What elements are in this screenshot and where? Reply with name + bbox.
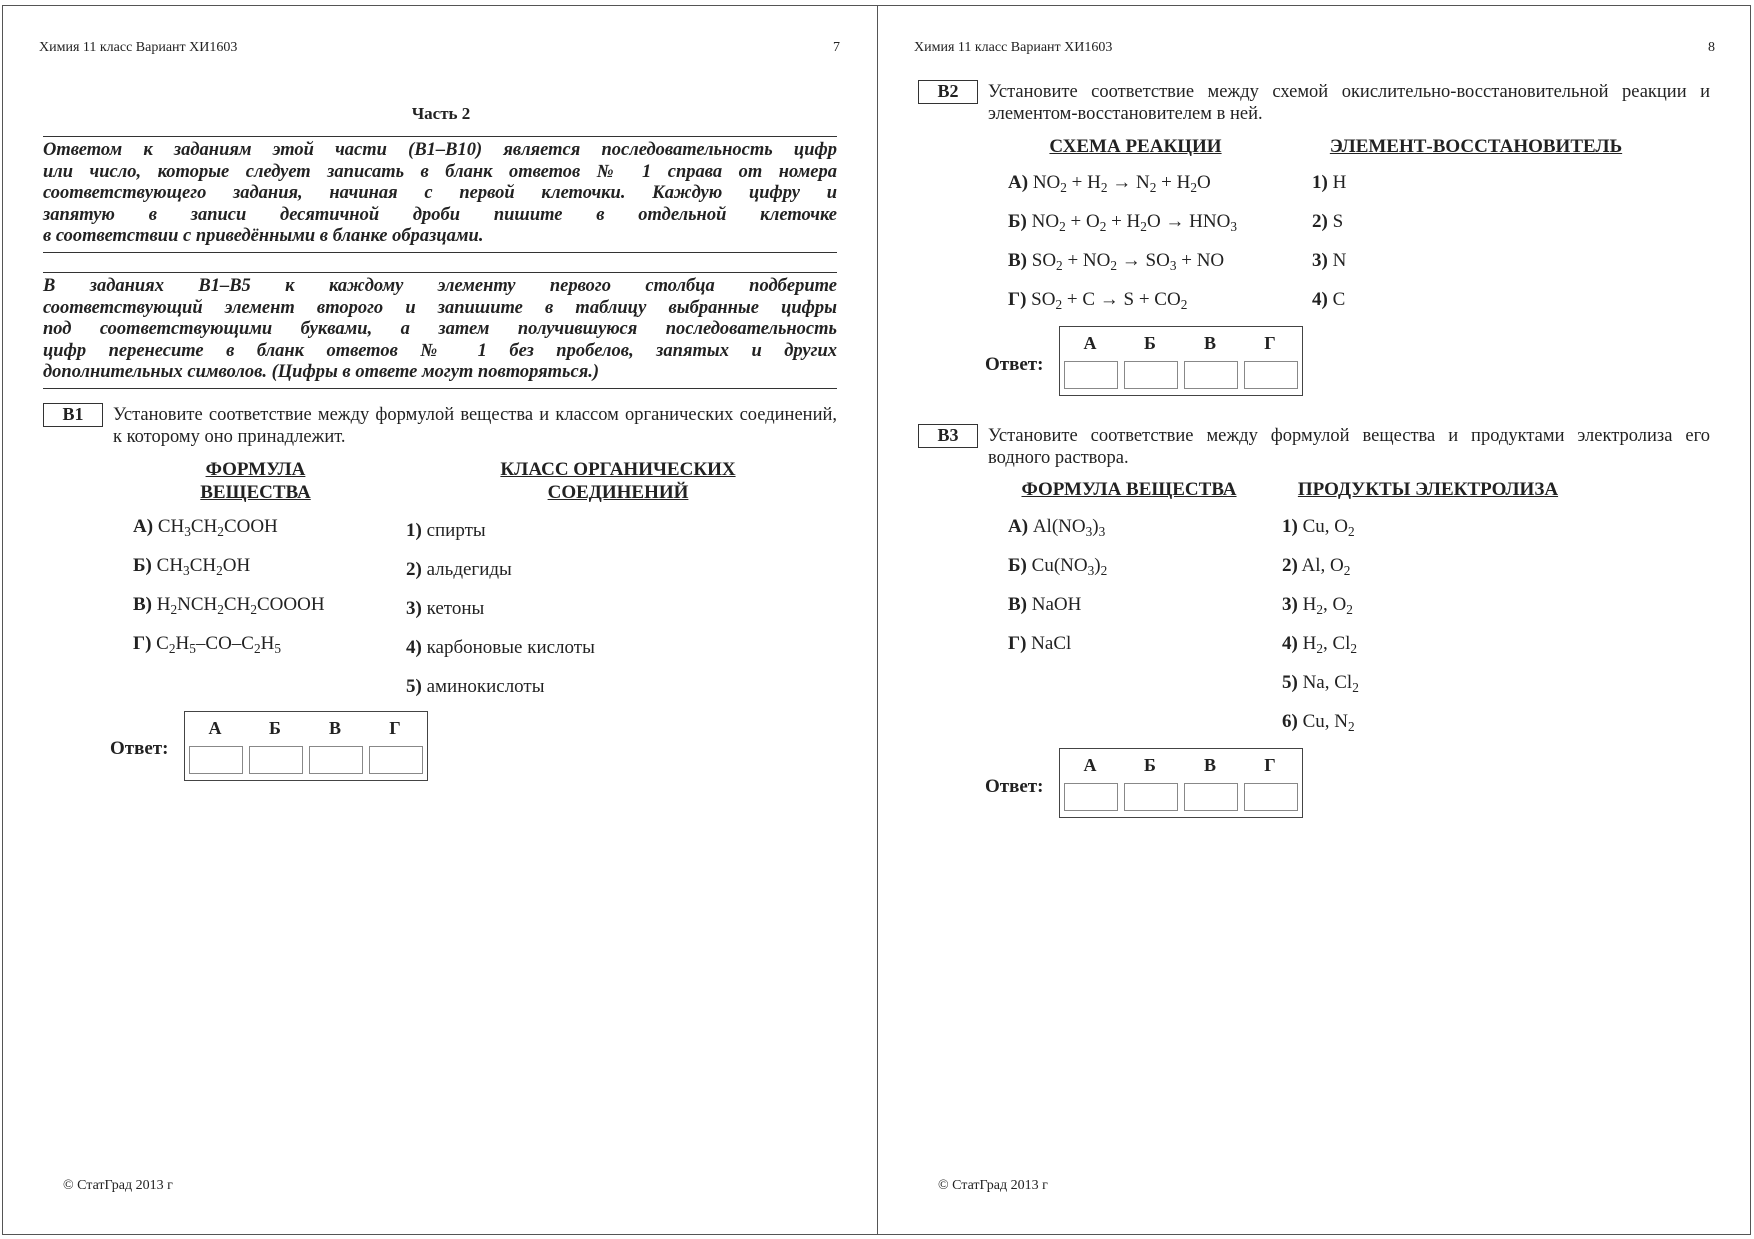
- instruction-line: соответствующего задания, начиная с первой клеточки. Каждую цифру и: [43, 183, 837, 203]
- answer-table-b3: [1059, 748, 1303, 818]
- answer-letter: В: [1203, 755, 1216, 775]
- item-number: 3): [1282, 594, 1298, 615]
- item-letter: В): [1008, 594, 1027, 615]
- item-number: 4): [1282, 633, 1298, 654]
- b1-right-item: [406, 676, 545, 698]
- reaction-v: $SO_2 + NO_2 \to SO_3$ + NO: [1031, 250, 1225, 273]
- formula-h2nch2ch2coooh: $H_2NCH_2CH_2COOOH$: [156, 594, 325, 617]
- answer-letter: Г: [1264, 755, 1276, 775]
- formula-ch3ch2oh: $CH_3CH_2OH$: [156, 555, 251, 578]
- b3-right-item: [1282, 594, 1353, 616]
- item-text: альдегиды: [426, 559, 512, 580]
- header-line: ВЕЩЕСТВА: [200, 482, 311, 503]
- item-number: 5): [1282, 672, 1298, 693]
- answer-table-b1: [184, 711, 428, 781]
- b1-col2-header: [473, 458, 763, 504]
- b1-left-item: [133, 594, 325, 616]
- header-line: КЛАСС ОРГАНИЧЕСКИХ: [500, 459, 736, 480]
- b1-col1-header: [173, 458, 338, 504]
- answer-letter: А: [208, 718, 222, 738]
- b2-left-item: [1008, 211, 1237, 233]
- answer-cell[interactable]: [249, 746, 303, 774]
- reaction-b: $NO_2 + O_2 + H_2O \to HNO_3$: [1031, 211, 1237, 234]
- formula-al-no3-3: $Al(NO_3)_3$: [1032, 516, 1106, 539]
- b1-right-item: [406, 637, 595, 659]
- b2-left-item: [1008, 289, 1187, 311]
- answer-label: Ответ:: [985, 776, 1044, 797]
- formula-c2h5-co-c2h5: $C_2H_5-CO-C_2H_5$: [156, 633, 282, 656]
- item-letter: Б): [133, 555, 152, 576]
- b1-left-item: [133, 633, 281, 655]
- formula-cu-no3-2: $Cu(NO_3)_2$: [1031, 555, 1108, 578]
- b3-right-item: [1282, 555, 1350, 577]
- answer-cell[interactable]: [1244, 361, 1298, 389]
- item-number: 1): [1282, 516, 1298, 537]
- item-letter: Г): [1008, 289, 1027, 310]
- b3-right-item: [1282, 672, 1359, 694]
- answer-letter: А: [1083, 333, 1097, 353]
- answer-letter: Г: [1264, 333, 1276, 353]
- b3-left-item: [1008, 516, 1105, 538]
- instruction-line: запятую в записи десятичной дроби пишите в отдельной клеточке: [43, 204, 837, 225]
- b3-col1-header: ФОРМУЛА ВЕЩЕСТВА: [1021, 479, 1237, 500]
- b1-right-item: [406, 520, 486, 542]
- b1-left-item: [133, 555, 250, 577]
- formula-ch3ch2cooh: $CH_3CH_2COOH$: [157, 516, 278, 539]
- answer-letter: Б: [269, 718, 281, 738]
- answer-cell[interactable]: [1244, 783, 1298, 811]
- task-text-b2: Установите соответствие между схемой окислительно-восстановительной реакции и элементом-восстановителем в ней.: [988, 82, 1710, 124]
- task-text-b3: Установите соответствие между формулой вещества и продуктами электролиза его водного раствора.: [988, 426, 1710, 468]
- answer-cell[interactable]: [1184, 783, 1238, 811]
- answer-letter: Б: [1144, 755, 1156, 775]
- answer-cell[interactable]: [1124, 361, 1178, 389]
- products-3: $H_2$, $O_2$: [1302, 594, 1353, 617]
- products-5: Na, $Cl_2$: [1302, 672, 1359, 695]
- item-text: NaCl: [1031, 633, 1072, 654]
- item-letter: А): [1008, 516, 1029, 537]
- item-letter: В): [133, 594, 152, 615]
- b3-left-item: [1008, 555, 1107, 577]
- reaction-g: $SO_2 + C \to S + CO_2$: [1031, 289, 1188, 312]
- b1-right-item: [406, 598, 484, 620]
- answer-letter: Б: [1144, 333, 1156, 353]
- item-letter: В): [1008, 250, 1027, 271]
- b2-right-item: [1312, 172, 1346, 194]
- item-letter: Г): [1008, 633, 1027, 654]
- b3-right-item: [1282, 633, 1357, 655]
- b2-left-item: [1008, 250, 1224, 272]
- item-number: 1): [1312, 172, 1328, 193]
- item-text: C: [1332, 289, 1346, 310]
- answer-cell[interactable]: [1064, 783, 1118, 811]
- answer-cell[interactable]: [1064, 361, 1118, 389]
- b1-left-item: [133, 516, 278, 538]
- b3-col2-header: ПРОДУКТЫ ЭЛЕКТРОЛИЗА: [1297, 479, 1559, 500]
- instruction-block-2: [43, 272, 837, 389]
- b3-left-item: [1008, 594, 1081, 616]
- header-line: ФОРМУЛА: [205, 459, 306, 480]
- item-text: N: [1332, 250, 1347, 271]
- item-text: спирты: [426, 520, 486, 541]
- b3-left-item: [1008, 633, 1071, 655]
- item-text: NaOH: [1031, 594, 1082, 615]
- instruction-line: в соответствии с приведёнными в бланке образцами.: [43, 226, 484, 246]
- instruction-line: дополнительных символов. (Цифры в ответе могут повторяться.): [43, 362, 600, 382]
- answer-cell[interactable]: [189, 746, 243, 774]
- products-6: Cu, $N_2$: [1302, 711, 1355, 734]
- answer-cell[interactable]: [309, 746, 363, 774]
- products-1: Cu, $O_2$: [1302, 516, 1355, 539]
- page-left: [2, 5, 878, 1235]
- b2-col1-header: СХЕМА РЕАКЦИИ: [1049, 136, 1222, 157]
- item-number: 3): [1312, 250, 1328, 271]
- answer-table-b2: [1059, 326, 1303, 396]
- item-number: 2): [406, 559, 422, 580]
- item-number: 2): [1282, 555, 1298, 576]
- instruction-line: В заданиях В1–В5 к каждому элементу первого столбца подберите: [43, 276, 837, 296]
- b2-right-item: [1312, 289, 1345, 311]
- item-text: S: [1332, 211, 1344, 232]
- item-letter: Г): [133, 633, 152, 654]
- copyright: © СтатГрад 2013 г: [63, 1178, 173, 1193]
- item-number: 2): [1312, 211, 1328, 232]
- b3-right-item: [1282, 711, 1355, 733]
- b2-right-item: [1312, 250, 1346, 272]
- task-tag-b2: В2: [918, 80, 978, 104]
- reaction-a: $NO_2 + H_2 \to N_2 + H_2O$: [1032, 172, 1211, 195]
- answer-label: Ответ:: [110, 738, 169, 759]
- item-number: 4): [1312, 289, 1328, 310]
- item-letter: Б): [1008, 211, 1027, 232]
- item-letter: А): [133, 516, 154, 537]
- instruction-line: Ответом к заданиям этой части (В1–В10) является последовательность цифр: [43, 140, 837, 160]
- task-text-b1: Установите соответствие между формулой вещества и классом органических соединений, к которому оно принадлежит.: [113, 405, 837, 447]
- instruction-line: цифр перенесите в бланк ответов № 1 без пробелов, запятых и других: [43, 340, 837, 361]
- item-number: 5): [406, 676, 422, 697]
- instruction-block-1: [43, 136, 837, 253]
- answer-label: Ответ:: [985, 354, 1044, 375]
- answer-letter: Г: [389, 718, 401, 738]
- item-text: аминокислоты: [426, 676, 545, 697]
- b2-left-item: [1008, 172, 1211, 194]
- answer-letter: В: [328, 718, 341, 738]
- header-line: СОЕДИНЕНИЙ: [547, 482, 689, 503]
- page-number: 8: [1708, 40, 1715, 55]
- answer-letter: А: [1083, 755, 1097, 775]
- answer-cell[interactable]: [1124, 783, 1178, 811]
- instruction-line: под соответствующими буквами, а затем получившуюся последовательность: [43, 319, 837, 339]
- item-text: кетоны: [426, 598, 485, 619]
- products-2: Al, $O_2$: [1301, 555, 1351, 578]
- item-text: H: [1332, 172, 1347, 193]
- item-letter: Б): [1008, 555, 1027, 576]
- products-4: $H_2$, $Cl_2$: [1302, 633, 1358, 656]
- item-text: карбоновые кислоты: [426, 637, 595, 658]
- b3-right-item: [1282, 516, 1355, 538]
- instruction-line: или число, которые следует записать в бланк ответов № 1 справа от номера: [43, 161, 837, 182]
- answer-cell[interactable]: [1184, 361, 1238, 389]
- answer-cell[interactable]: [369, 746, 423, 774]
- page-number: 7: [833, 40, 840, 55]
- task-tag-b1: В1: [43, 403, 103, 427]
- instruction-line: соответствующий элемент второго и запишите в таблицу выбранные цифры: [43, 297, 837, 318]
- item-number: 6): [1282, 711, 1298, 732]
- b2-right-item: [1312, 211, 1343, 233]
- b1-right-item: [406, 559, 512, 581]
- copyright: © СтатГрад 2013 г: [938, 1178, 1048, 1193]
- page-right: [877, 5, 1751, 1235]
- item-number: 3): [406, 598, 422, 619]
- answer-letter: В: [1203, 333, 1216, 353]
- item-number: 1): [406, 520, 422, 541]
- part-title: Часть 2: [411, 104, 471, 123]
- b2-col2-header: ЭЛЕМЕНТ-ВОССТАНОВИТЕЛЬ: [1329, 136, 1623, 157]
- page-header: Химия 11 класс Вариант ХИ1603: [39, 40, 238, 55]
- task-tag-b3: В3: [918, 424, 978, 448]
- item-number: 4): [406, 637, 422, 658]
- item-letter: А): [1008, 172, 1029, 193]
- page-header: Химия 11 класс Вариант ХИ1603: [914, 40, 1113, 55]
